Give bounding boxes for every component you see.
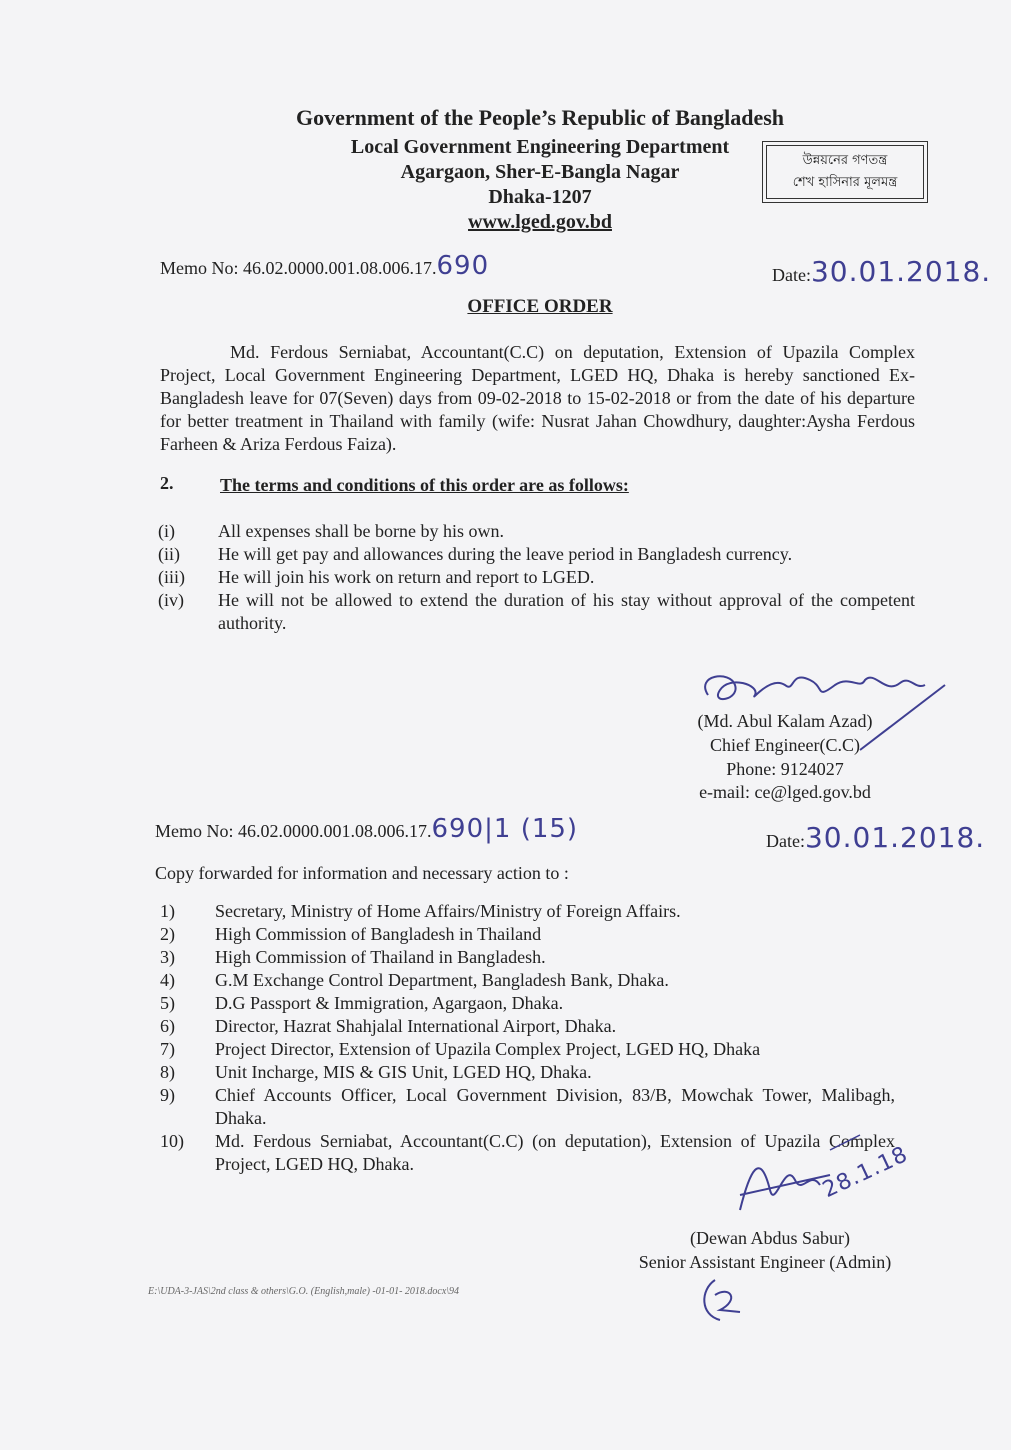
header-address: Agargaon, Sher-E-Bangla Nagar: [400, 161, 680, 183]
header-government: Government of the People’s Republic of Bangladesh: [295, 105, 785, 130]
signatory1-title: Chief Engineer(C.C): [710, 735, 860, 755]
copy-item-num: 10): [160, 1131, 184, 1151]
memo-handwritten-no-2: 690|1 (15): [431, 814, 579, 844]
terms-item: [158, 520, 915, 543]
copy-item-num: 2): [160, 924, 175, 944]
copy-item: [160, 946, 895, 969]
memo-label-1: Memo No: 46.02.0000.001.08.006.17.: [160, 258, 437, 278]
order-paragraph: Md. Ferdous Serniabat, Accountant(C.C) on deputation, Extension of Upazila Complex Project, Local Government Engineering Department, LGED HQ, Dhaka is hereby sanctioned Ex-Bangladesh leave for 07(Seven) days from 09-02-2018 to 15-02-2018 or from the date of his departure for better treatment in Thailand with family (wife: Nusrat Jahan Chowdhury, daughter:Aysha Ferdous Farheen & Ariza Ferdous Faiza).: [160, 342, 915, 454]
terms-heading: The terms and conditions of this order are as follows:: [220, 475, 629, 495]
terms-item-text: He will get pay and allowances during the leave period in Bangladesh currency.: [218, 544, 793, 564]
header-department: Local Government Engineering Department: [350, 136, 730, 158]
copy-item-num: 1): [160, 901, 175, 921]
copy-item-text: Chief Accounts Officer, Local Government Division, 83/B, Mowchak Tower, Malibagh, Dhaka.: [215, 1085, 895, 1128]
memo-number-2: [155, 814, 579, 844]
memo-label-2: Memo No: 46.02.0000.001.08.006.17.: [155, 821, 432, 841]
terms-item: [158, 543, 915, 566]
copy-item: [160, 923, 895, 946]
copy-item-text: Project Director, Extension of Upazila Complex Project, LGED HQ, Dhaka: [215, 1039, 761, 1059]
copy-item: [160, 1038, 895, 1061]
terms-item-num: (iv): [158, 590, 184, 610]
header-city: Dhaka-1207: [488, 186, 592, 208]
copy-item-num: 7): [160, 1039, 175, 1059]
handwritten-mark-2: [695, 1270, 755, 1330]
copy-item-num: 6): [160, 1016, 175, 1036]
copy-item-num: 3): [160, 947, 175, 967]
terms-item-text: He will join his work on return and report to LGED.: [218, 567, 595, 587]
terms-item-text: All expenses shall be borne by his own.: [218, 521, 504, 541]
copy-item: [160, 969, 895, 992]
signatory1-name: (Md. Abul Kalam Azad): [697, 711, 873, 731]
copy-item-num: 8): [160, 1062, 175, 1082]
slogan-line-1: উন্নয়নের গণতন্ত্র: [802, 153, 888, 168]
signature2-date: 28.1.18: [818, 1141, 913, 1204]
header-website: www.lged.gov.bd: [468, 211, 612, 233]
copy-item-num: 4): [160, 970, 175, 990]
date-label-1: Date:: [772, 265, 811, 285]
signatory1-email: e-mail: ce@lged.gov.bd: [699, 782, 871, 802]
copy-item: [160, 1061, 895, 1084]
copy-item-text: High Commission of Thailand in Bangladesh.: [215, 947, 546, 967]
copy-item-text: Director, Hazrat Shahjalal International Airport, Dhaka.: [215, 1016, 617, 1036]
copy-item-text: Md. Ferdous Serniabat, Accountant(C.C) (on deputation), Extension of Upazila Complex Project, LGED HQ, Dhaka.: [215, 1131, 895, 1174]
copy-item-text: Secretary, Ministry of Home Affairs/Ministry of Foreign Affairs.: [215, 901, 681, 921]
copy-item: [160, 992, 895, 1015]
terms-item-num: (iii): [158, 567, 185, 587]
memo-date-2: [766, 821, 986, 854]
terms-item-num: (ii): [158, 544, 180, 564]
office-order-title: OFFICE ORDER: [467, 296, 613, 317]
slogan-box: [762, 141, 928, 203]
memo-number-1: [160, 251, 490, 281]
signatory2-title: Senior Assistant Engineer (Admin): [638, 1252, 892, 1272]
copy-item-text: Unit Incharge, MIS & GIS Unit, LGED HQ, Dhaka.: [215, 1062, 592, 1082]
copy-item-text: G.M Exchange Control Department, Bangladesh Bank, Dhaka.: [215, 970, 669, 990]
terms-item-num: (i): [158, 521, 175, 541]
terms-item: [158, 566, 915, 589]
memo-date-1: [772, 255, 992, 288]
terms-item-text: He will not be allowed to extend the duration of his stay without approval of the competent authority.: [218, 590, 915, 633]
memo-handwritten-no-1: 690: [436, 251, 490, 281]
date-handwritten-2: 30.01.2018.: [804, 821, 986, 854]
copy-item: [160, 1015, 895, 1038]
footer-file-path: E:\UDA-3-JAS\2nd class & others\G.O. (English,male) -01-01- 2018.docx\94: [148, 1286, 460, 1297]
slogan-line-2: শেখ হাসিনার মূলমন্ত্র: [792, 175, 898, 190]
copy-item-num: 9): [160, 1085, 175, 1105]
copy-item: [160, 900, 895, 923]
copy-item-text: High Commission of Bangladesh in Thailand: [215, 924, 542, 944]
date-handwritten-1: 30.01.2018.: [810, 255, 992, 288]
terms-item: [158, 589, 915, 635]
copy-item-num: 5): [160, 993, 175, 1013]
copy-intro: Copy forwarded for information and necessary action to :: [155, 863, 569, 883]
terms-list: [158, 520, 915, 635]
copy-item: [160, 1084, 895, 1130]
copy-item-text: D.G Passport & Immigration, Agargaon, Dhaka.: [215, 993, 564, 1013]
signatory1-phone: Phone: 9124027: [726, 759, 844, 779]
signatory2-name: (Dewan Abdus Sabur): [690, 1228, 850, 1248]
terms-number: 2.: [160, 473, 174, 493]
date-label-2: Date:: [766, 831, 805, 851]
